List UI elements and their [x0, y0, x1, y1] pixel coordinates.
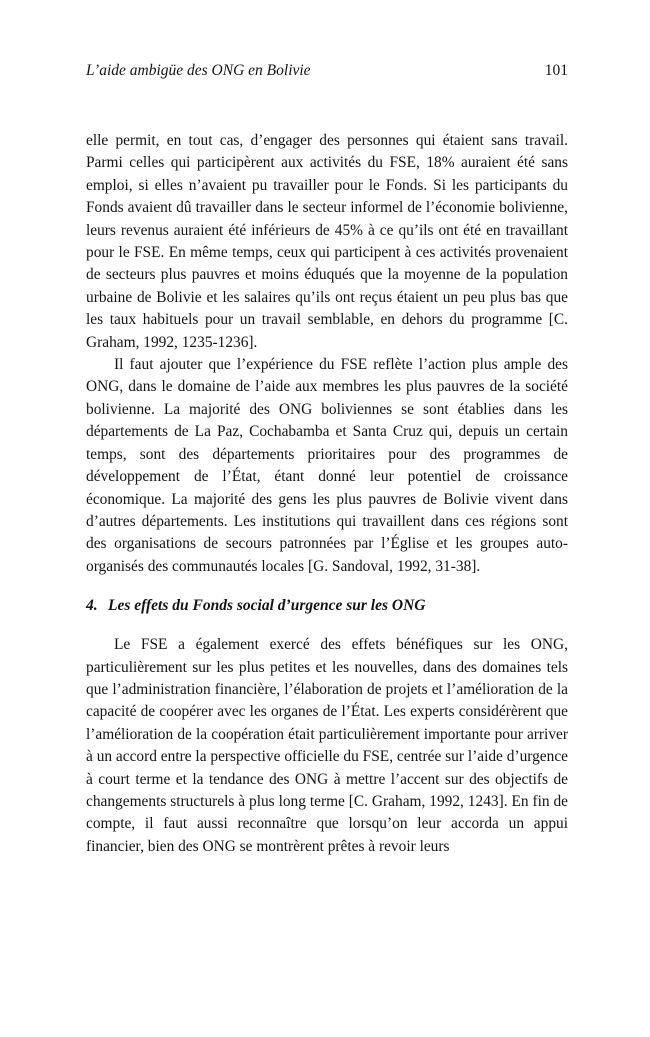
running-title: L’aide ambigüe des ONG en Bolivie: [86, 62, 311, 79]
paragraph: Le FSE a également exercé des effets bénéfiques sur les ONG, particulièrement sur les plus petites et les nouvelles, dans des domaines tels que l’administration financière, l’élaboration de projets et l’amélioration de la capacité de coopérer avec les organes de l’État. Les experts considérèrent que l’amélioration de la coopération était particulièrement importante pour arriver à un accord entre la perspective officielle du FSE, centrée sur l’aide d’urgence à court terme et la tendance des ONG à mettre l’accent sur des objectifs de changements structurels à plus long terme [C. Graham, 1992, 1243]. En fin de compte, il faut aussi reconnaître que lorsqu’on leur accorda un appui financier, bien des ONG se montrèrent prêtes à revoir leurs: [86, 636, 568, 855]
paragraph-continuation: elle permit, en tout cas, d’engager des personnes qui étaient sans travail. Parmi celles qui participèrent aux activités du FSE, 18% auraient été sans emploi, si elles n’avaient pu travailler pour le Fonds. Si les participants du Fonds avaient dû travailler dans le secteur informel de l’économie bolivienne, leurs revenus auraient été inférieurs de 45% à ce qu’ils ont été en travaillant pour le FSE. En même temps, ceux qui participent à ces activités provenaient de secteurs plus pauvres et moins éduqués que la moyenne de la population urbaine de Bolivie et les salaires qu’ils ont reçus étaient un peu plus bas que les taux habituels pour un travail semblable, en dehors du programme [C. Graham, 1992, 1235-1236].: [86, 132, 568, 351]
book-page: [86, 62, 568, 858]
section-number: 4.: [86, 597, 98, 615]
running-header: [86, 62, 568, 90]
section-title: Les effets du Fonds social d’urgence sur les ONG: [108, 597, 426, 615]
paragraph: Il faut ajouter que l’expérience du FSE reflète l’action plus ample des ONG, dans le domaine de l’aide aux membres les plus pauvres de la société bolivienne. La majorité des ONG boliviennes se sont établies dans les départements de La Paz, Cochabamba et Santa Cruz qui, depuis un certain temps, sont des départements prioritaires pour des programmes de développement de l’État, étant donné leur potentiel de croissance économique. La majorité des gens les plus pauvres de Bolivie vivent dans d’autres départements. Les institutions qui travaillent dans ces régions sont des organisations de secours patronnées par l’Église et les groupes auto-organisés des communautés locales [G. Sandoval, 1992, 31-38].: [86, 356, 568, 575]
body-text: [86, 130, 568, 858]
section-heading: [86, 595, 568, 617]
page-number: 101: [544, 62, 568, 79]
